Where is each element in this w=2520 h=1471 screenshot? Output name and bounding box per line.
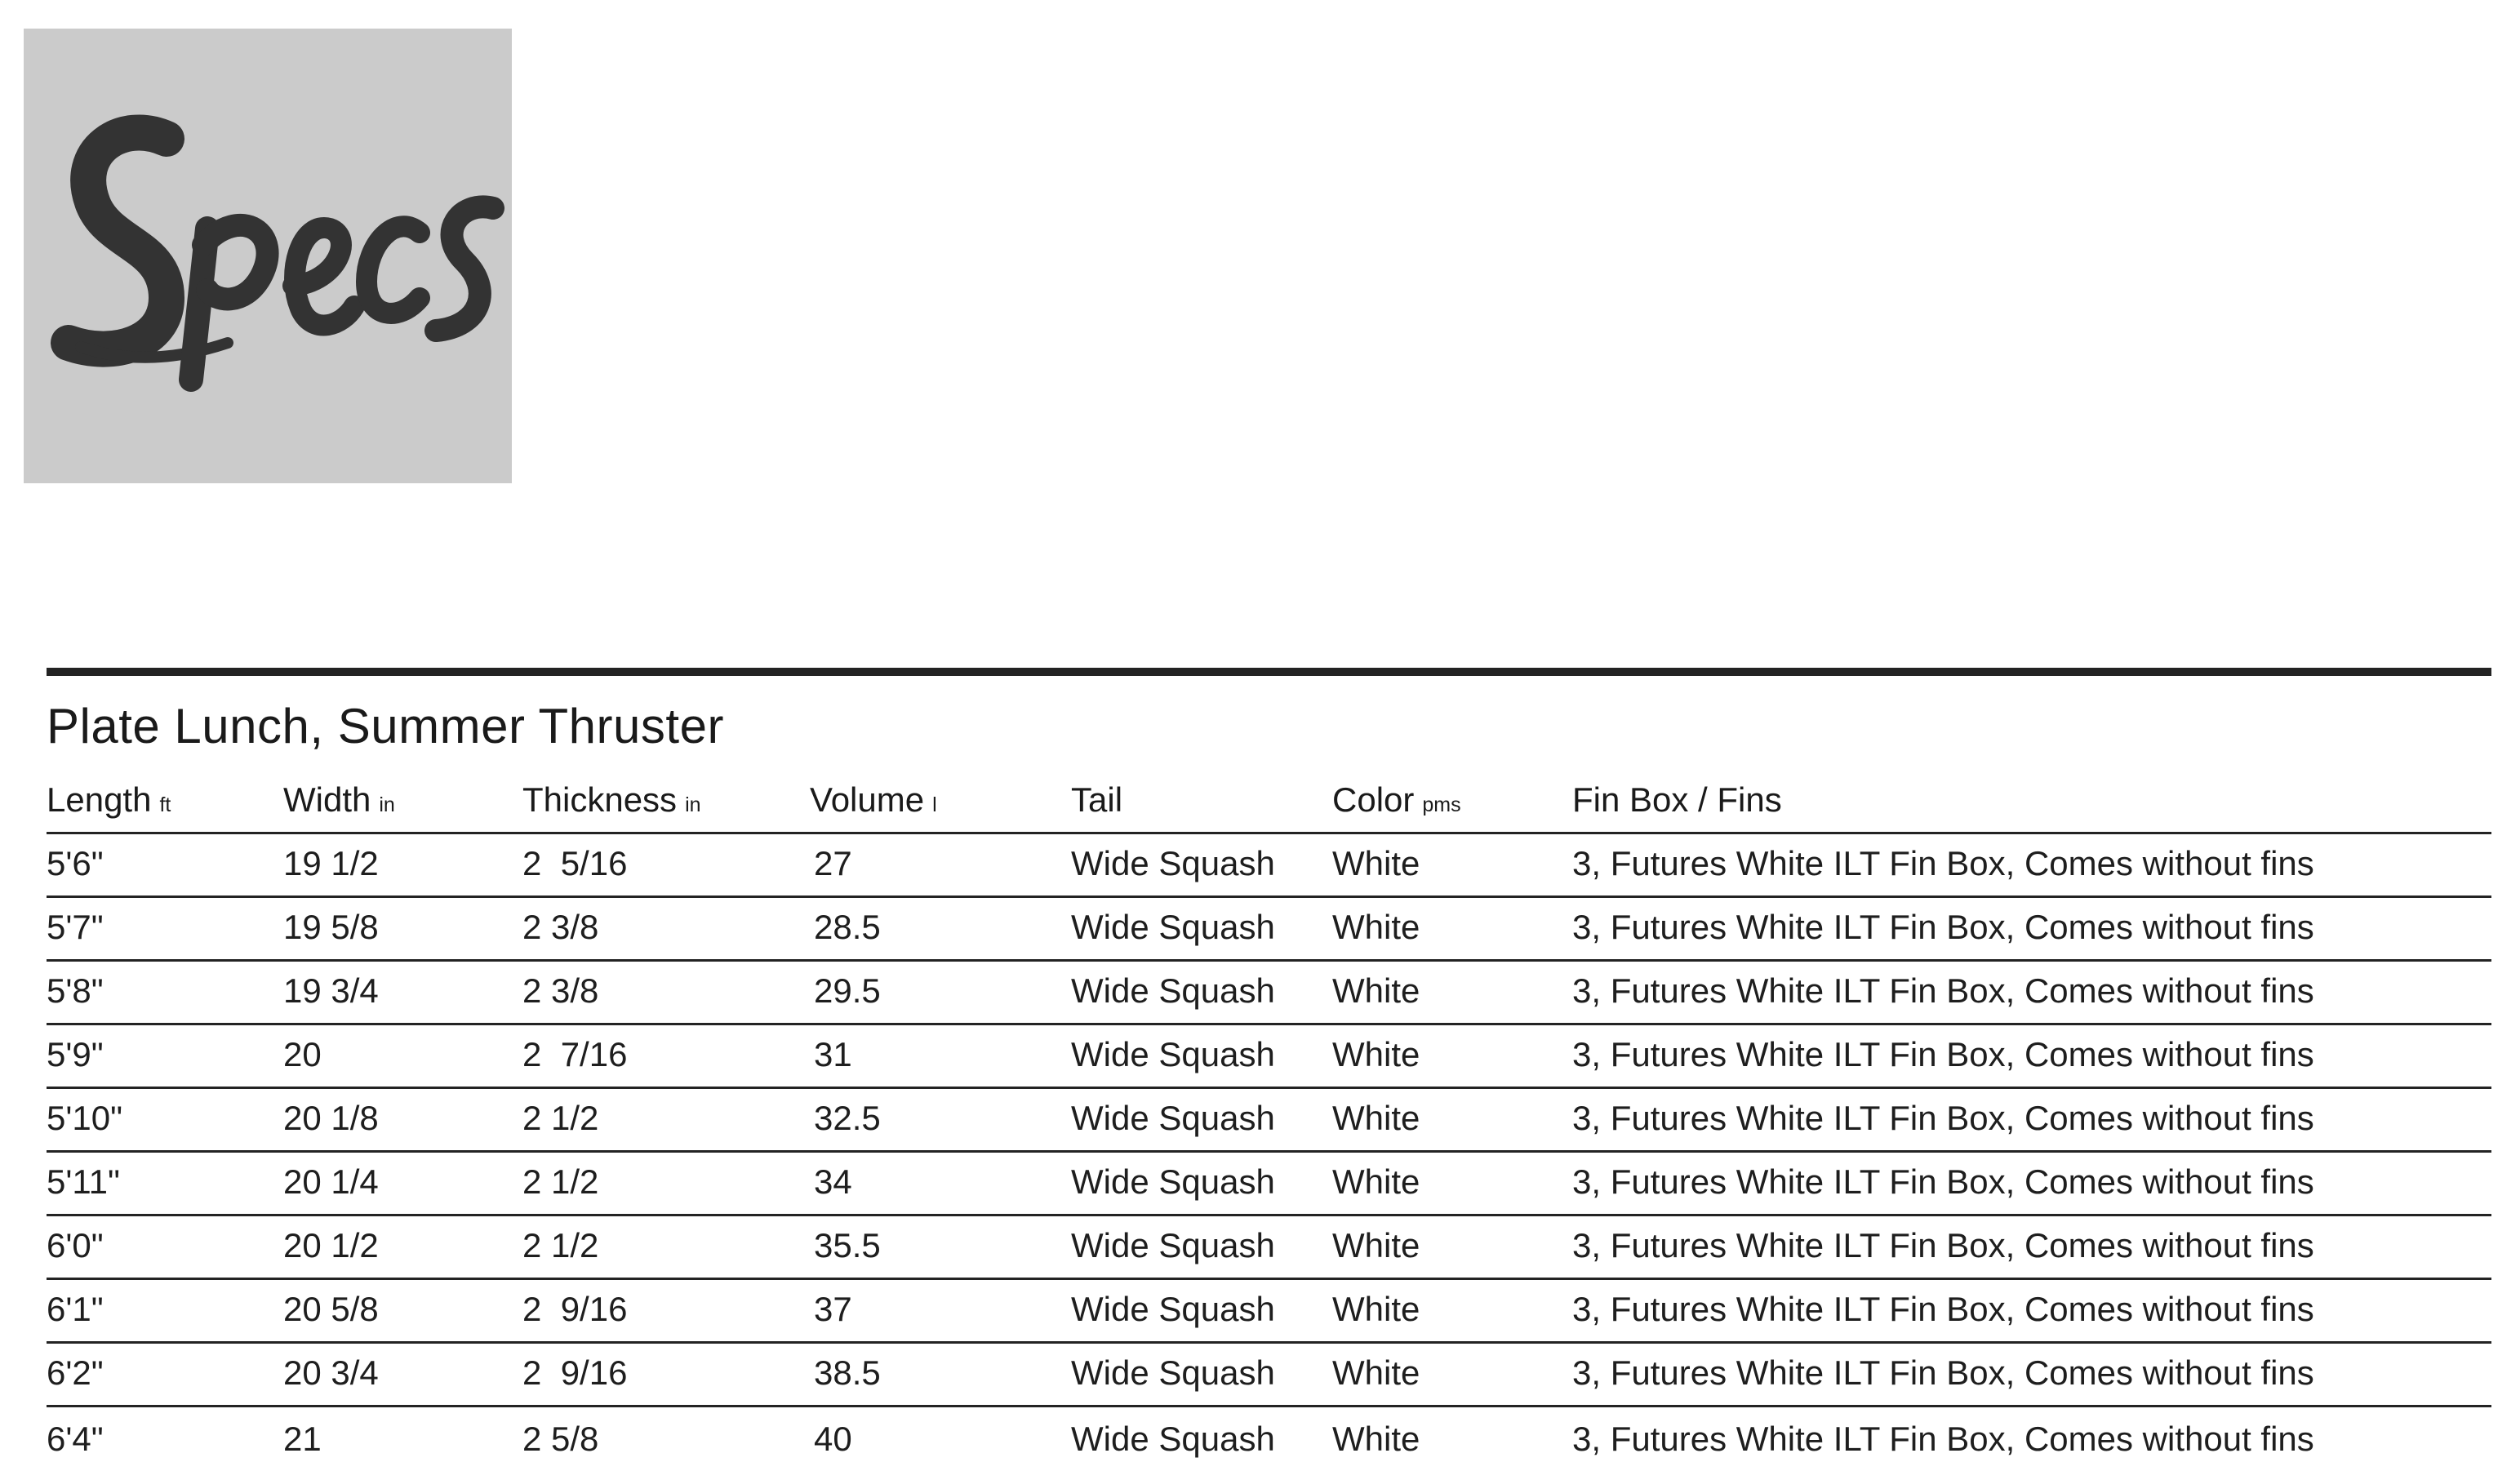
cell-value: White [1332,1162,1420,1201]
cell-volume [810,1035,1071,1073]
cell-value: 3, Futures White ILT Fin Box, Comes without fins [1572,908,2314,946]
cell-fin-box [1572,971,2491,1010]
cell-tail [1071,1292,1332,1327]
cell-value: 28.5 [814,908,881,946]
cell-thickness [522,910,810,944]
column-header-color: Color pms [1332,780,1461,819]
cell-value: 19 1/2 [283,844,379,882]
cell-value: 2 3/8 [522,971,599,1010]
cell-value: 3, Futures White ILT Fin Box, Comes without fins [1572,1099,2314,1137]
cell-volume [810,844,1071,882]
cell-length [47,1422,283,1456]
cell-value: 3, Futures White ILT Fin Box, Comes without fins [1572,844,2314,882]
top-divider [47,668,2491,676]
cell-value: 2 9/16 [522,1290,628,1328]
cell-value: 19 3/4 [283,971,379,1010]
cell-value: 5'8" [47,971,104,1010]
cell-value: 27 [814,844,852,882]
cell-thickness [522,1101,810,1135]
cell-tail [1071,1035,1332,1073]
table-body [47,834,2491,1471]
cell-color [1332,1353,1572,1392]
cell-value: 2 5/16 [522,844,628,882]
cell-volume [810,971,1071,1010]
cell-value: 2 1/2 [522,1099,599,1137]
cell-value: 40 [814,1420,852,1458]
cell-value: Wide Squash [1071,908,1275,946]
cell-width [283,1226,522,1264]
cell-value: 2 1/2 [522,1226,599,1264]
cell-volume [810,910,1071,944]
cell-fin-box [1572,910,2491,944]
table-row [47,898,2491,962]
cell-value: 19 5/8 [283,908,379,946]
cell-fin-box [1572,1353,2491,1392]
cell-color [1332,1292,1572,1327]
cell-color [1332,844,1572,882]
cell-fin-box [1572,1035,2491,1073]
column-header-thickness: Thickness in [522,780,701,819]
cell-tail [1071,1353,1332,1392]
cell-length [47,844,283,882]
cell-color [1332,1035,1572,1073]
cell-value: 6'1" [47,1290,104,1328]
cell-value: White [1332,1420,1420,1458]
cell-color [1332,1226,1572,1264]
cell-width [283,1035,522,1073]
cell-value: Wide Squash [1071,1035,1275,1073]
cell-value: 20 1/4 [283,1162,379,1201]
cell-volume [810,1226,1071,1264]
cell-value: Wide Squash [1071,1099,1275,1137]
cell-value: 5'10" [47,1099,123,1137]
unit-label: in [685,793,701,816]
cell-thickness [522,1226,810,1264]
cell-thickness [522,971,810,1010]
cell-tail [1071,1422,1332,1456]
cell-value: Wide Squash [1071,971,1275,1010]
cell-value: 6'4" [47,1420,104,1458]
cell-value: 3, Futures White ILT Fin Box, Comes without fins [1572,1420,2314,1458]
table-row [47,1153,2491,1216]
cell-length [47,971,283,1010]
cell-length [47,910,283,944]
cell-value: 20 1/8 [283,1099,379,1137]
cell-value: White [1332,1353,1420,1392]
cell-value: White [1332,1290,1420,1328]
table-row [47,962,2491,1025]
cell-width [283,971,522,1010]
cell-value: 20 1/2 [283,1226,379,1264]
table-row [47,1216,2491,1280]
column-header-tail: Tail [1071,780,1123,819]
cell-width [283,1353,522,1392]
cell-value: 3, Futures White ILT Fin Box, Comes without fins [1572,1035,2314,1073]
cell-tail [1071,910,1332,944]
table-row [47,1280,2491,1344]
cell-color [1332,971,1572,1010]
specs-logo [24,29,512,483]
unit-label: in [379,793,395,816]
cell-fin-box [1572,844,2491,882]
cell-length [47,1226,283,1264]
table-header-row [47,756,2491,834]
cell-value: 2 9/16 [522,1353,628,1392]
unit-label: pms [1422,793,1461,816]
cell-color [1332,1422,1572,1456]
cell-width [283,844,522,882]
cell-volume [810,1292,1071,1327]
cell-value: Wide Squash [1071,1290,1275,1328]
cell-length [47,1292,283,1327]
column-header-length: Length ft [47,780,171,819]
table-row [47,1344,2491,1407]
cell-value: White [1332,1035,1420,1073]
column-header-volume: Volume l [810,780,937,819]
cell-tail [1071,1162,1332,1201]
cell-value: Wide Squash [1071,1162,1275,1201]
unit-label: ft [159,793,171,816]
column-header-width: Width in [283,780,395,819]
cell-thickness [522,1422,810,1456]
cell-value: 38.5 [814,1353,881,1392]
cell-value: 20 5/8 [283,1290,379,1328]
cell-tail [1071,1226,1332,1264]
cell-value: 2 7/16 [522,1035,628,1073]
cell-width [283,1422,522,1456]
cell-length [47,1035,283,1073]
cell-fin-box [1572,1292,2491,1327]
cell-tail [1071,1101,1332,1135]
cell-volume [810,1353,1071,1392]
cell-thickness [522,1035,810,1073]
cell-value: 2 1/2 [522,1162,599,1201]
cell-value: 3, Futures White ILT Fin Box, Comes without fins [1572,1290,2314,1328]
cell-thickness [522,1353,810,1392]
table-row [47,1025,2491,1089]
cell-value: 37 [814,1290,852,1328]
cell-length [47,1353,283,1392]
cell-value: Wide Squash [1071,1226,1275,1264]
table-row [47,1407,2491,1471]
cell-value: White [1332,1226,1420,1264]
cell-value: Wide Squash [1071,844,1275,882]
cell-value: White [1332,971,1420,1010]
spec-table [47,668,2491,1471]
cell-fin-box [1572,1226,2491,1264]
table-row [47,1089,2491,1153]
cell-value: 35.5 [814,1226,881,1264]
cell-value: White [1332,908,1420,946]
cell-value: 21 [283,1420,322,1458]
cell-volume [810,1101,1071,1135]
cell-volume [810,1162,1071,1201]
cell-value: 3, Futures White ILT Fin Box, Comes without fins [1572,971,2314,1010]
cell-value: 32.5 [814,1099,881,1137]
cell-thickness [522,1292,810,1327]
cell-value: 2 3/8 [522,908,599,946]
cell-fin-box [1572,1422,2491,1456]
cell-value: 3, Futures White ILT Fin Box, Comes without fins [1572,1226,2314,1264]
cell-width [283,1101,522,1135]
cell-value: 5'9" [47,1035,104,1073]
cell-value: 6'0" [47,1226,104,1264]
cell-value: White [1332,1099,1420,1137]
cell-length [47,1101,283,1135]
cell-tail [1071,971,1332,1010]
cell-fin-box [1572,1101,2491,1135]
specs-brush-lettering-icon [24,29,512,483]
cell-color [1332,1162,1572,1201]
cell-color [1332,1101,1572,1135]
product-title: Plate Lunch, Summer Thruster [47,699,724,753]
cell-value: Wide Squash [1071,1420,1275,1458]
cell-volume [810,1422,1071,1456]
column-header-fin-box: Fin Box / Fins [1572,780,1782,819]
cell-value: 2 5/8 [522,1420,599,1458]
cell-width [283,1292,522,1327]
cell-value: 5'6" [47,844,104,882]
cell-value: 5'11" [47,1162,120,1201]
cell-thickness [522,844,810,882]
cell-value: 29.5 [814,971,881,1010]
cell-width [283,910,522,944]
cell-length [47,1162,283,1201]
cell-value: 3, Futures White ILT Fin Box, Comes without fins [1572,1162,2314,1201]
cell-value: 31 [814,1035,852,1073]
cell-value: 34 [814,1162,852,1201]
cell-color [1332,910,1572,944]
cell-value: 20 3/4 [283,1353,379,1392]
cell-width [283,1162,522,1201]
cell-value: White [1332,844,1420,882]
table-row [47,834,2491,898]
cell-value: 20 [283,1035,322,1073]
cell-value: Wide Squash [1071,1353,1275,1392]
cell-value: 5'7" [47,908,104,946]
cell-value: 3, Futures White ILT Fin Box, Comes without fins [1572,1353,2314,1392]
cell-thickness [522,1162,810,1201]
unit-label: l [932,793,937,816]
cell-value: 6'2" [47,1353,104,1392]
cell-tail [1071,844,1332,882]
cell-fin-box [1572,1162,2491,1201]
